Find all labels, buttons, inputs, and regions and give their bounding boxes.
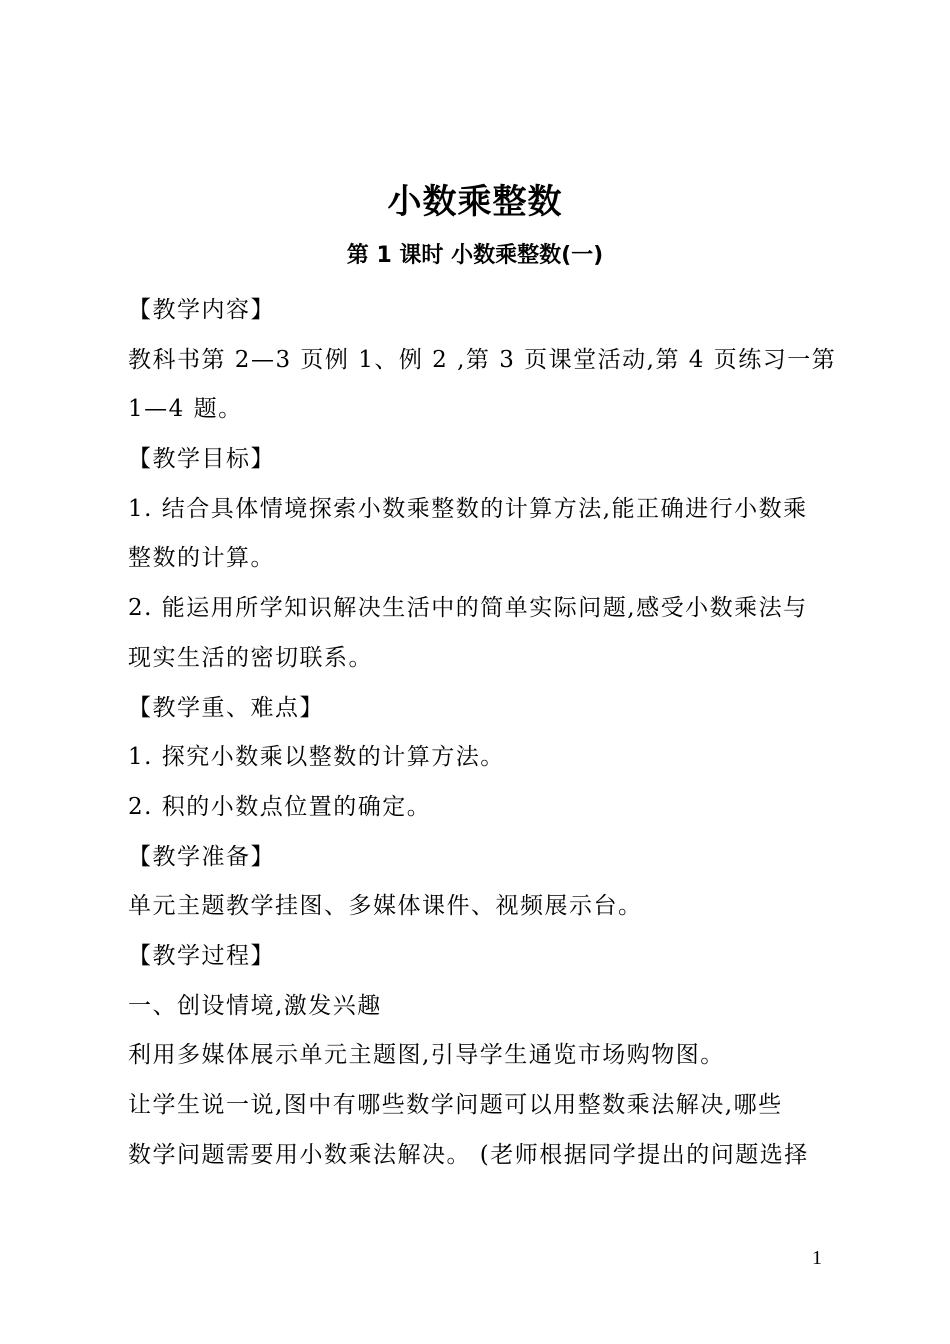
paragraph-line: 现实生活的密切联系。	[128, 644, 373, 671]
paragraph-line: 一、创设情境,激发兴趣	[128, 992, 382, 1019]
paragraph-line: 让学生说一说,图中有哪些数学问题可以用整数乘法解决,哪些	[128, 1092, 783, 1118]
section-heading-content: 【教学内容】	[128, 297, 275, 323]
paragraph-line: 教科书第 2—3 页例 1、例 2 ,第 3 页课堂活动,第 4 页练习一第	[128, 346, 837, 373]
section-heading-objectives: 【教学目标】	[128, 446, 275, 473]
document-body	[128, 286, 838, 1180]
paragraph-line: 2. 积的小数点位置的确定。	[128, 793, 432, 820]
document-title: 小数乘整数	[387, 182, 563, 222]
paragraph-line: 利用多媒体展示单元主题图,引导学生通览市场购物图。	[128, 1042, 725, 1069]
paragraph-line: 数学问题需要用小数乘法解决。 (老师根据同学提出的问题选择	[128, 1141, 809, 1168]
section-heading-process: 【教学过程】	[128, 942, 275, 969]
paragraph-line: 1—4 题。	[128, 396, 243, 423]
paragraph-line: 2. 能运用所学知识解决生活中的简单实际问题,感受小数乘法与	[128, 595, 808, 622]
section-heading-preparation: 【教学准备】	[128, 843, 275, 870]
lesson-subtitle: 第 1 课时 小数乘整数(一)	[346, 243, 604, 268]
paragraph-line: 1. 探究小数乘以整数的计算方法。	[128, 744, 505, 771]
paragraph-line: 1. 结合具体情境探索小数乘整数的计算方法,能正确进行小数乘	[128, 495, 808, 522]
paragraph-line: 单元主题教学挂图、多媒体课件、视频展示台。	[128, 893, 643, 920]
paragraph-line: 整数的计算。	[128, 545, 275, 572]
page-number: 1	[812, 1247, 822, 1269]
section-heading-key-points: 【教学重、难点】	[128, 694, 324, 721]
